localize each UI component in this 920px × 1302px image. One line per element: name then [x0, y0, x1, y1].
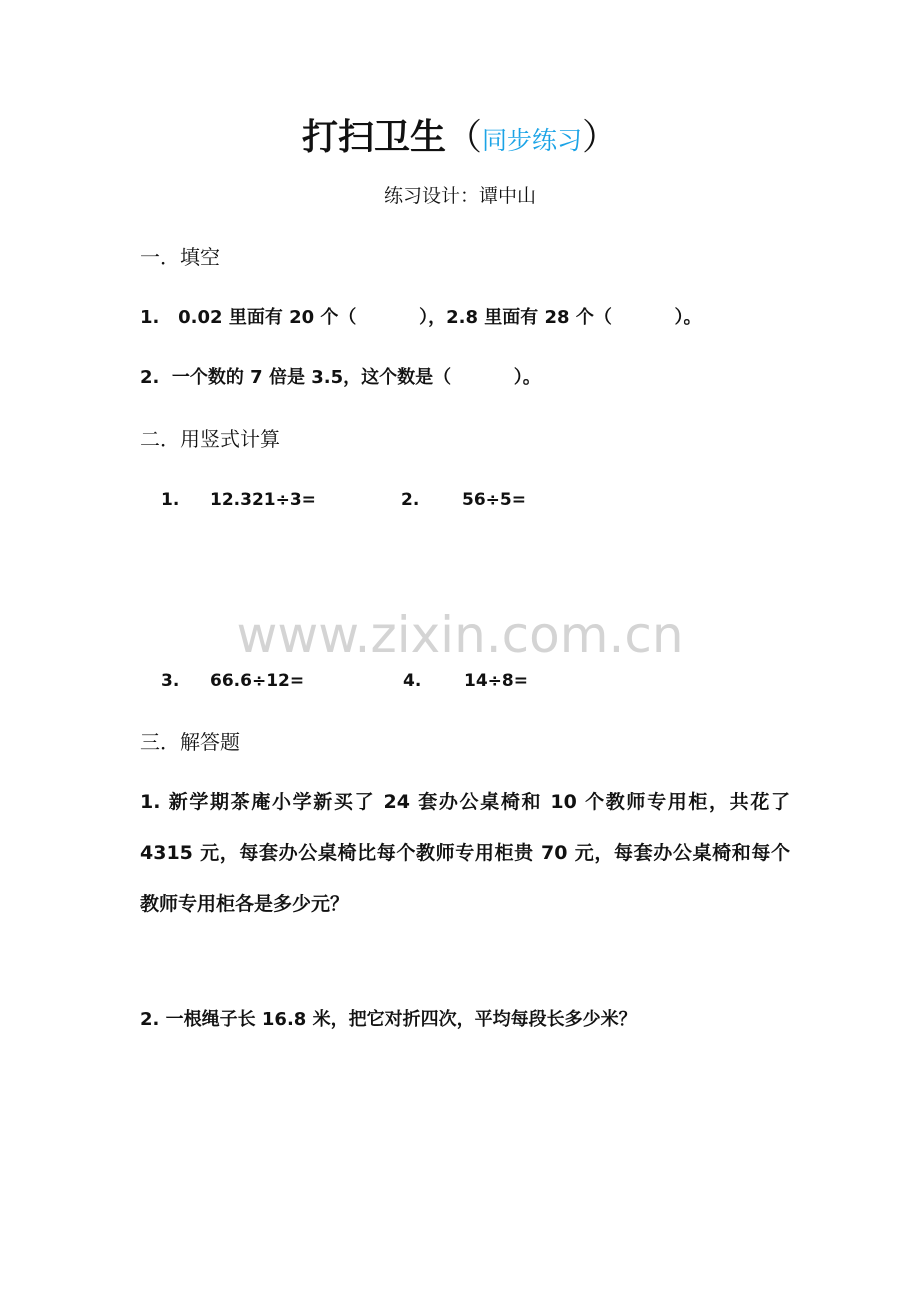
title-main: 打扫卫生 — [301, 116, 446, 158]
section-heading-solve: 三．解答题 — [140, 730, 240, 754]
title-paren-close: ） — [582, 117, 619, 158]
calc-number: 4. — [403, 671, 422, 691]
calc-expression: 14÷8= — [464, 671, 528, 691]
calc-number: 1. — [161, 490, 180, 510]
title-subtitle: 同步练习 — [482, 126, 583, 155]
calc-expression: 12.321÷3= — [210, 490, 316, 510]
calc-number: 2. — [401, 490, 420, 510]
calc-expression: 66.6÷12= — [210, 671, 305, 691]
fill-question-2: 2. 一个数的 7 倍是 3.5，这个数是（ ）。 — [140, 367, 541, 388]
calc-expression: 56÷5= — [462, 490, 526, 510]
designer-credit: 练习设计：谭中山 — [383, 185, 536, 207]
title-paren-open: （ — [445, 117, 482, 158]
section-heading-calc: 二．用竖式计算 — [140, 427, 280, 451]
fill-question-1: 1. 0.02 里面有 20 个（ ），2.8 里面有 28 个（ ）。 — [140, 307, 702, 328]
section-heading-fill: 一．填空 — [140, 245, 220, 269]
page-title — [0, 112, 920, 166]
word-problem-1: 1. 新学期茶庵小学新买了 24 套办公桌椅和 10 个教师专用柜，共花了 4315 元，每套办公桌椅比每个教师专用柜贵 70 元，每套办公桌椅和每个教师专用柜各是多少元？ — [140, 791, 790, 915]
watermark: www.zixin.com.cn — [236, 606, 684, 664]
word-problem-2: 2. 一根绳子长 16.8 米，把它对折四次，平均每段长多少米？ — [140, 1009, 637, 1030]
calc-number: 3. — [161, 671, 180, 691]
